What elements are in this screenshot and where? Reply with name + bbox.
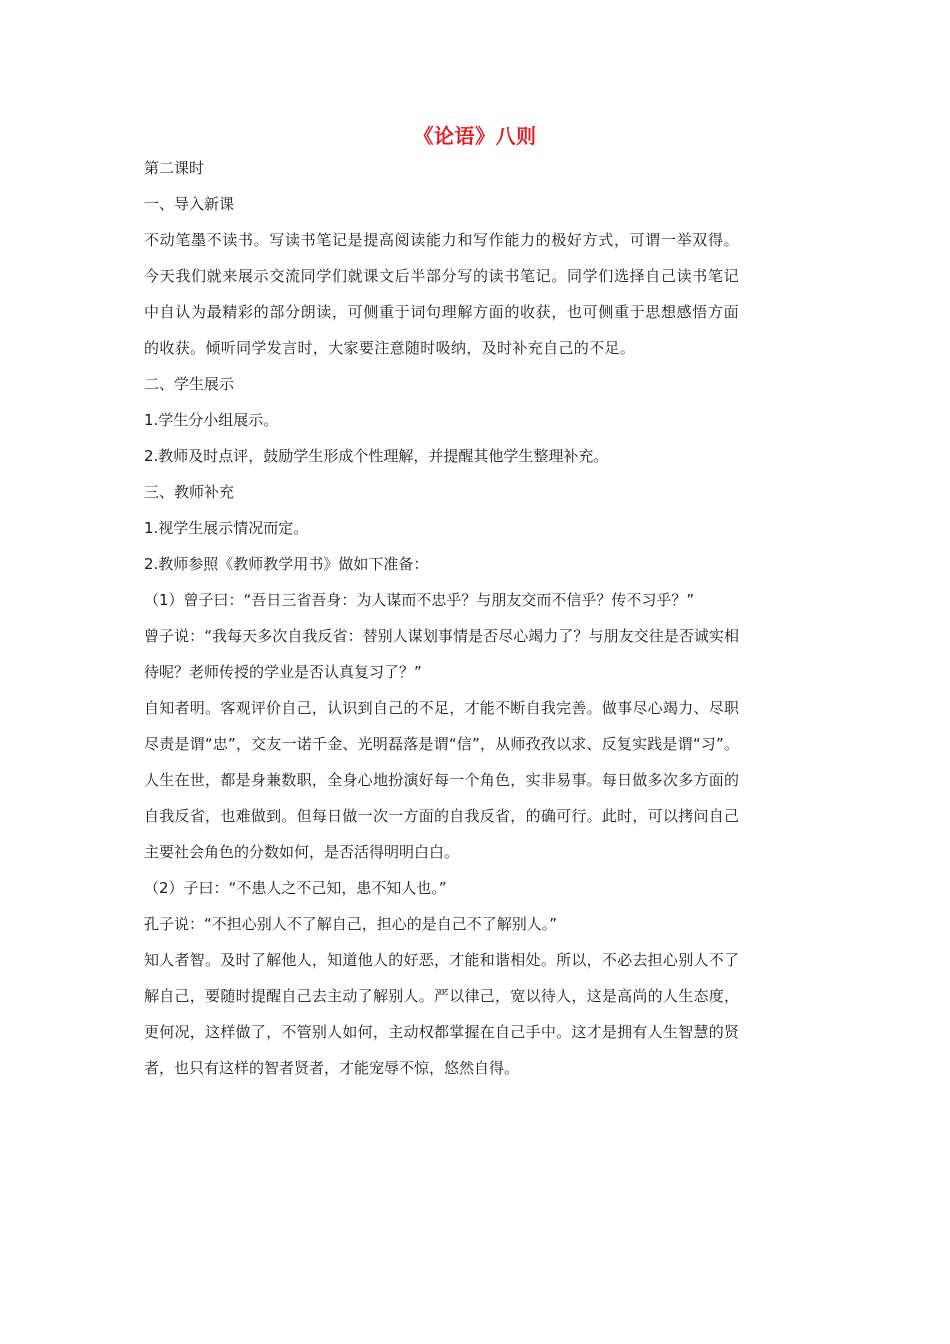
teacher-item-2: 2.教师参照《教师教学用书》做如下准备： [144, 555, 429, 573]
section-heading-show: 二、学生展示 [144, 375, 235, 393]
quote-1-translation: 曾子说：“我每天多次自我反省：替别人谋划事情是否尽心竭力了？与朋友交往是否诚实相待呢？老师传授的学业是否认真复习了？” [144, 627, 739, 681]
quote-1: （1）曾子曰：“吾日三省吾身：为人谋而不忠乎？与朋友交而不信乎？传不习乎？” [144, 591, 695, 609]
section-heading-intro: 一、导入新课 [144, 195, 235, 213]
lesson-label: 第二课时 [144, 159, 205, 177]
quote-1-commentary: 自知者明。客观评价自己，认识到自己的不足，才能不断自我完善。做事尽心竭力、尽职尽责是谓“忠”，交友一诺千金、光明磊落是谓“信”，从师孜孜以求、反复实践是谓“习”。人生在世，都是身兼数职，全身心地扮演好每一个角色，实非易事。每日做多次多方面的自我反省，也难做到。但每日做一次一方面的自我反省，的确可行。此时，可以拷问自己主要社会角色的分数如何，是否活得明明白白。 [144, 699, 739, 861]
document-body [144, 150, 739, 1086]
show-item-2: 2.教师及时点评，鼓励学生形成个性理解，并提醒其他学生整理补充。 [144, 447, 609, 465]
teacher-item-1: 1.视学生展示情况而定。 [144, 519, 309, 537]
quote-2-commentary: 知人者智。及时了解他人，知道他人的好恶，才能和谐相处。所以，不必去担心别人不了解自己，要随时提醒自己去主动了解别人。严以律己，宽以待人，这是高尚的人生态度，更何况，这样做了，不管别人如何，主动权都掌握在自己手中。这才是拥有人生智慧的贤者，也只有这样的智者贤者，才能宠辱不惊，悠然自得。 [144, 951, 739, 1077]
show-item-1: 1.学生分小组展示。 [144, 411, 279, 429]
section-heading-teacher: 三、教师补充 [144, 483, 235, 501]
quote-2: （2）子曰：“不患人之不己知，患不知人也。” [144, 879, 447, 897]
quote-2-translation: 孔子说：“不担心别人不了解自己，担心的是自己不了解别人。” [144, 915, 558, 933]
document-title: 《论语》八则 [413, 124, 537, 148]
intro-paragraph: 不动笔墨不读书。写读书笔记是提高阅读能力和写作能力的极好方式，可谓一举双得。今天我们就来展示交流同学们就课文后半部分写的读书笔记。同学们选择自己读书笔记中自认为最精彩的部分朗读，可侧重于词句理解方面的收获，也可侧重于思想感悟方面的收获。倾听同学发言时，大家要注意随时吸纳，及时补充自己的不足。 [144, 231, 739, 357]
